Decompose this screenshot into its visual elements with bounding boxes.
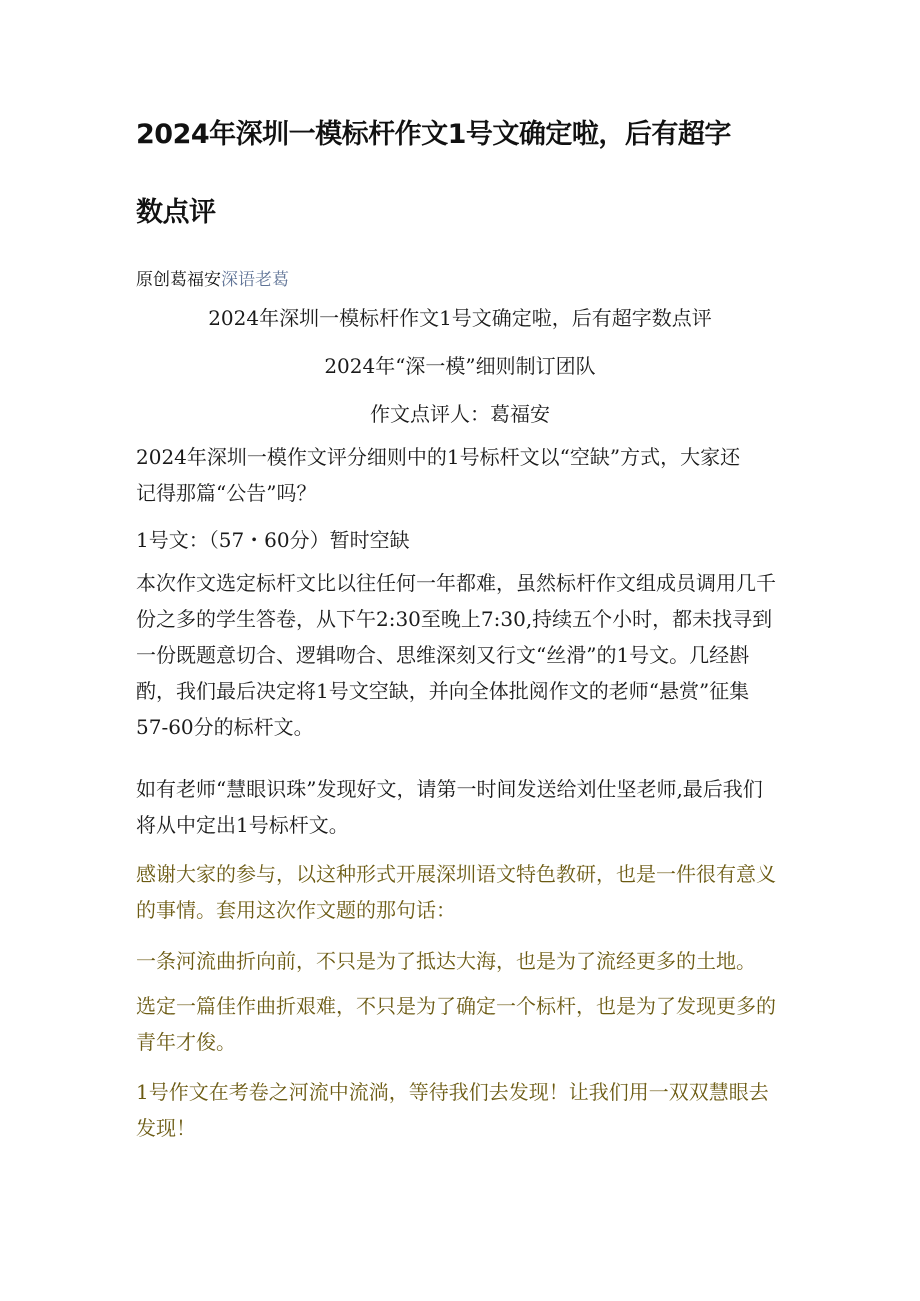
paragraph-selection-analogy [136,988,788,1060]
paragraph-line: 感谢大家的参与，以这种形式开展深圳语文特色教研，也是一件很有意义 [136,862,776,886]
paragraph-line: 1号文：（57・60分）暂时空缺 [136,528,410,552]
paragraph-line: 记得那篇“公告”吗？ [136,481,317,505]
article-title-line2: 数点评 [136,197,216,228]
subtitle: 2024年深圳一模标杆作文1号文确定啦，后有超字数点评 [208,306,712,330]
paragraph-line: 1号作文在考卷之河流中流淌，等待我们去发现！让我们用一双双慧眼去 [136,1080,769,1104]
paragraph-line: 如有老师“慧眼识珠”发现好文，请第一时间发送给刘仕坚老师,最后我们 [136,777,763,801]
paragraph-line: 57-60分的标杆文。 [136,715,314,739]
paragraph-river-quote [136,943,788,979]
paragraph-intro [136,439,788,511]
account-link[interactable]: 深语老葛 [221,270,289,290]
paragraph-line: 将从中定出1号标杆文。 [136,813,349,837]
paragraph-line: 2024年深圳一模作文评分细则中的1号标杆文以“空缺”方式，大家还 [136,445,741,469]
article-title-line1: 2024年深圳一模标杆作文1号文确定啦，后有超字 [136,119,731,150]
paragraph-thanks [136,856,788,928]
paragraph-line: 青年才俊。 [136,1030,236,1054]
byline-original-author: 原创葛福安 [136,270,221,290]
paragraph-line: 酌，我们最后决定将1号文空缺，并向全体批阅作文的老师“悬赏”征集 [136,679,750,703]
paragraph-line: 份之多的学生答卷，从下午2:30至晚上7:30,持续五个小时，都未找寻到 [136,607,773,631]
paragraph-line: 本次作文选定标杆文比以往任何一年都难，虽然标杆作文组成员调用几千 [136,571,776,595]
paragraph-line: 一份既题意切合、逻辑吻合、思维深刻又行文“丝滑”的1号文。几经斟 [136,643,750,667]
reviewer-line: 作文点评人：葛福安 [370,402,550,426]
paragraph-call-for-submissions [136,771,788,843]
paragraph-line: 选定一篇佳作曲折艰难，不只是为了确定一个标杆，也是为了发现更多的 [136,994,776,1018]
paragraph-no1-status [136,522,788,558]
byline [136,265,289,290]
paragraph-line: 的事情。套用这次作文题的那句话： [136,898,456,922]
team-line: 2024年“深一模”细则制订团队 [324,354,596,378]
paragraph-line: 发现！ [136,1116,196,1140]
paragraph-line: 一条河流曲折向前，不只是为了抵达大海，也是为了流经更多的土地。 [136,949,756,973]
paragraph-selection [136,565,788,745]
paragraph-closing [136,1074,788,1146]
